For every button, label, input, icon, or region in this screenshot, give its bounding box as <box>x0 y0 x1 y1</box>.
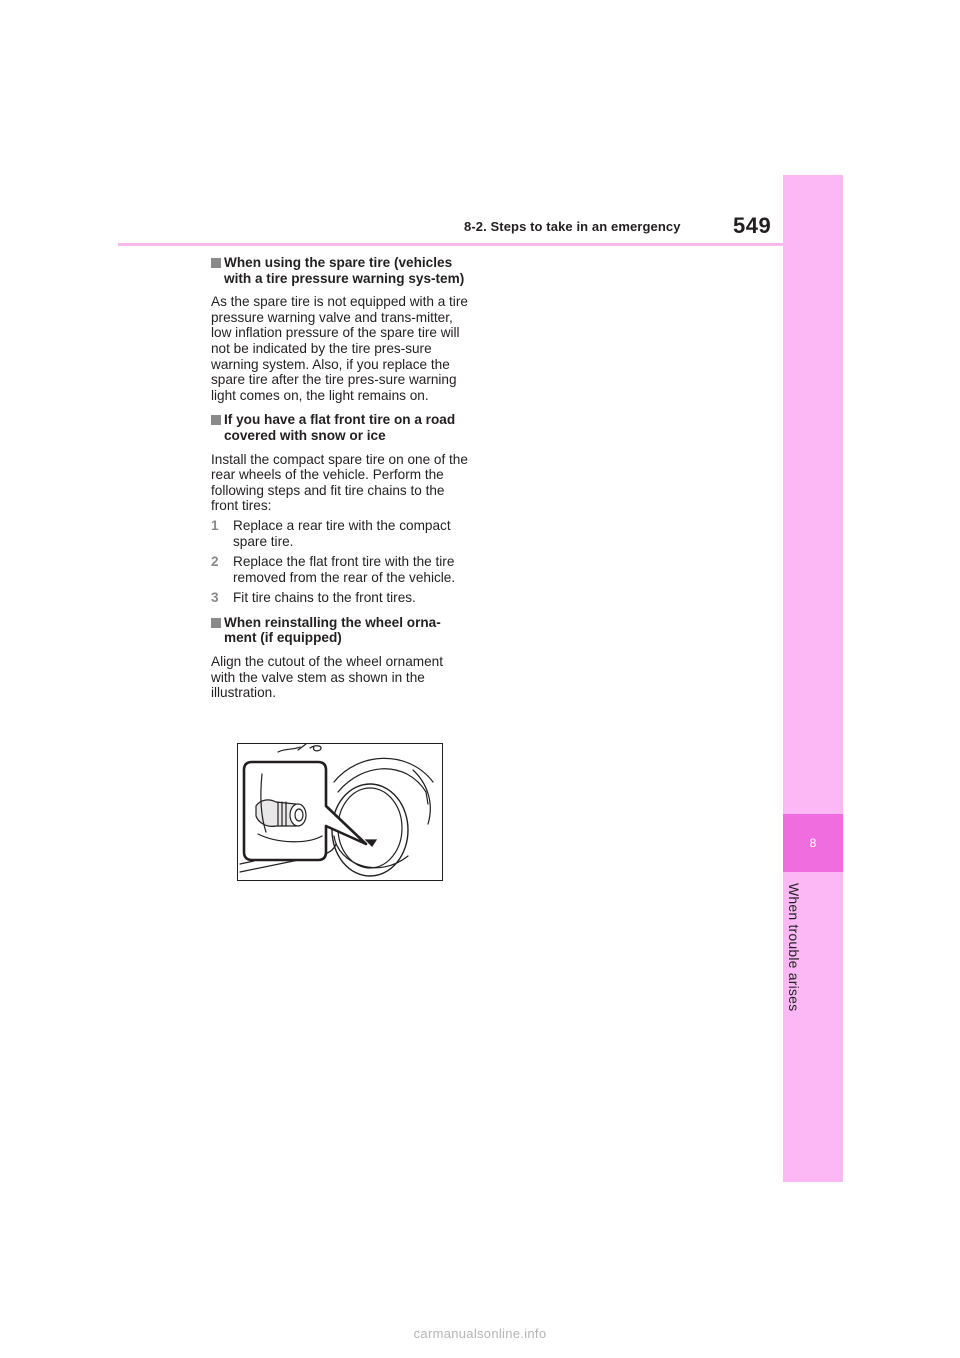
section-heading-flat-front-tire <box>211 412 469 443</box>
step-text: Fit tire chains to the front tires. <box>233 590 416 606</box>
step-text: Replace the flat front tire with the tire removed from the rear of the vehicle. <box>233 554 456 585</box>
wheel-ornament-illustration <box>237 743 443 881</box>
paragraph-wheel-ornament: Align the cutout of the wheel ornament with the valve stem as shown in the illustration. <box>211 654 443 701</box>
step-item <box>211 554 469 585</box>
paragraph-flat-front-tire: Install the compact spare tire on one of the rear wheels of the vehicle. Perform the following steps and fit tire chains to the front tires: <box>211 451 468 514</box>
header-rule <box>118 243 783 246</box>
section-heading-wheel-ornament <box>211 615 469 646</box>
heading-square-icon <box>211 258 221 268</box>
chapter-label: When trouble arises <box>786 883 802 1012</box>
paragraph-spare-tire: As the spare tire is not equipped with a tire pressure warning valve and trans-mitter, low inflation pressure of the spare tire will not be indicated by the tire pres-sure warning system. Also, if you replace the spare tire after the tire pres-sure warning light comes on, the light remains on. <box>211 294 468 403</box>
chapter-number: 8 <box>809 836 817 850</box>
step-number: 2 <box>211 554 219 570</box>
heading-text: When using the spare tire (vehicles with a tire pressure warning sys-tem) <box>224 255 465 286</box>
heading-text: If you have a flat front tire on a road covered with snow or ice <box>224 412 456 443</box>
chapter-side-tab <box>783 175 843 1182</box>
step-item <box>211 590 469 606</box>
page-number: 549 <box>733 213 772 238</box>
heading-square-icon <box>211 618 221 628</box>
section-heading-spare-tire <box>211 255 469 286</box>
step-item <box>211 518 469 549</box>
heading-text: When reinstalling the wheel orna-ment (if equipped) <box>224 614 441 646</box>
step-number: 3 <box>211 590 219 606</box>
step-text: Replace a rear tire with the compact spare tire. <box>233 517 451 549</box>
main-content <box>211 255 469 710</box>
section-title: 8-2. Steps to take in an emergency <box>464 219 681 234</box>
valve-stem-alignment-drawing <box>238 744 442 880</box>
step-number: 1 <box>211 517 219 533</box>
watermark: carmanualsonline.info <box>413 1326 547 1341</box>
heading-square-icon <box>211 415 221 425</box>
